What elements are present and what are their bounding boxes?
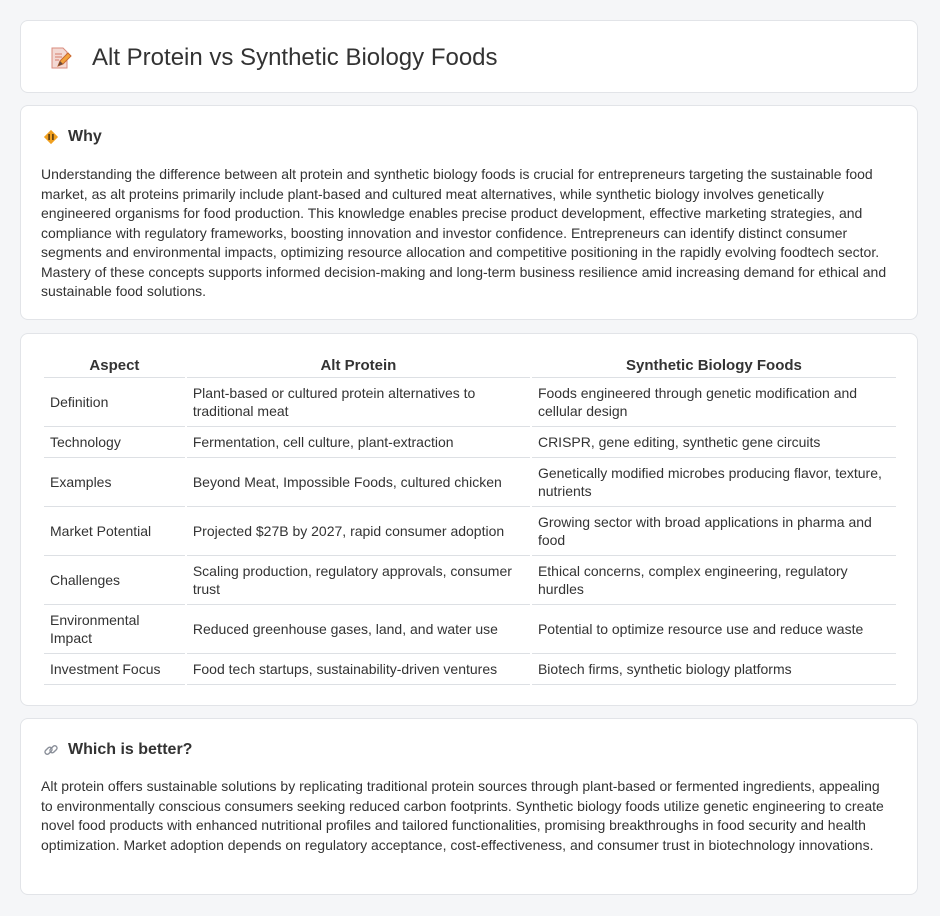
link-icon [43,742,59,758]
comparison-table [42,353,898,685]
table-row [44,458,896,507]
column-header-synthetic-biology: Synthetic Biology Foods [532,353,896,378]
which-is-better-section [20,718,918,895]
why-header [43,126,102,148]
table-cell: Beyond Meat, Impossible Foods, cultured chicken [187,458,530,507]
table-cell: Genetically modified microbes producing flavor, texture, nutrients [532,458,896,507]
better-heading: Which is better? [68,741,193,758]
table-cell: Projected $27B by 2027, rapid consumer adoption [187,507,530,556]
table-cell: Growing sector with broad applications in pharma and food [532,507,896,556]
document-pencil-icon [48,46,72,70]
table-cell: Environmental Impact [44,605,185,654]
table-row [44,654,896,685]
table-row [44,427,896,458]
why-heading: Why [68,128,102,145]
table-row [44,507,896,556]
page-title: Alt Protein vs Synthetic Biology Foods [92,44,498,71]
table-cell: Examples [44,458,185,507]
table-cell: Plant-based or cultured protein alternatives to traditional meat [187,378,530,427]
table-cell: Technology [44,427,185,458]
better-text: Alt protein offers sustainable solutions by replicating traditional protein sources through plant-based or fermented ingredients, appealing to environmentally conscious consumers seeking reduced carbon footprints. Synthetic biology foods utilize genetic engineering to create novel food products with enhanced nutritional profiles and tailored functionalities, promising breakthroughs in food security and health optimization. Market adoption depends on regulatory acceptance, cost-effectiveness, and consumer trust in biotechnology innovations. [41,778,884,853]
table-cell: Biotech firms, synthetic biology platforms [532,654,896,685]
table-cell: CRISPR, gene editing, synthetic gene circuits [532,427,896,458]
table-cell: Fermentation, cell culture, plant-extraction [187,427,530,458]
diamond-warning-icon [43,129,59,145]
table-cell: Potential to optimize resource use and reduce waste [532,605,896,654]
table-header-row [44,353,896,378]
table-cell: Food tech startups, sustainability-driven ventures [187,654,530,685]
comparison-section [20,333,918,706]
better-header [43,739,192,761]
table-row [44,605,896,654]
title-card [20,20,918,93]
table-row [44,378,896,427]
table-cell: Market Potential [44,507,185,556]
table-cell: Reduced greenhouse gases, land, and water use [187,605,530,654]
table-cell: Ethical concerns, complex engineering, regulatory hurdles [532,556,896,605]
column-header-alt-protein: Alt Protein [187,353,530,378]
table-cell: Definition [44,378,185,427]
why-text: Understanding the difference between alt protein and synthetic biology foods is crucial for entrepreneurs targeting the sustainable food market, as alt proteins primarily include plant-based and cultured meat alternatives, while synthetic biology involves genetically engineered organisms for food production. This knowledge enables precise product development, effective marketing strategies, and compliance with regulatory frameworks, boosting innovation and investor confidence. Entrepreneurs can identify distinct consumer segments and environmental impacts, optimizing resource allocation and competitive positioning in the rapidly evolving foodtech sector. Mastery of these concepts supports informed decision-making and long-term business resilience amid increasing demand for ethical and sustainable food solutions. [41,166,887,299]
table-cell: Foods engineered through genetic modification and cellular design [532,378,896,427]
why-section [20,105,918,320]
column-header-aspect: Aspect [44,353,185,378]
table-cell: Scaling production, regulatory approvals, consumer trust [187,556,530,605]
table-row [44,556,896,605]
table-cell: Investment Focus [44,654,185,685]
table-cell: Challenges [44,556,185,605]
